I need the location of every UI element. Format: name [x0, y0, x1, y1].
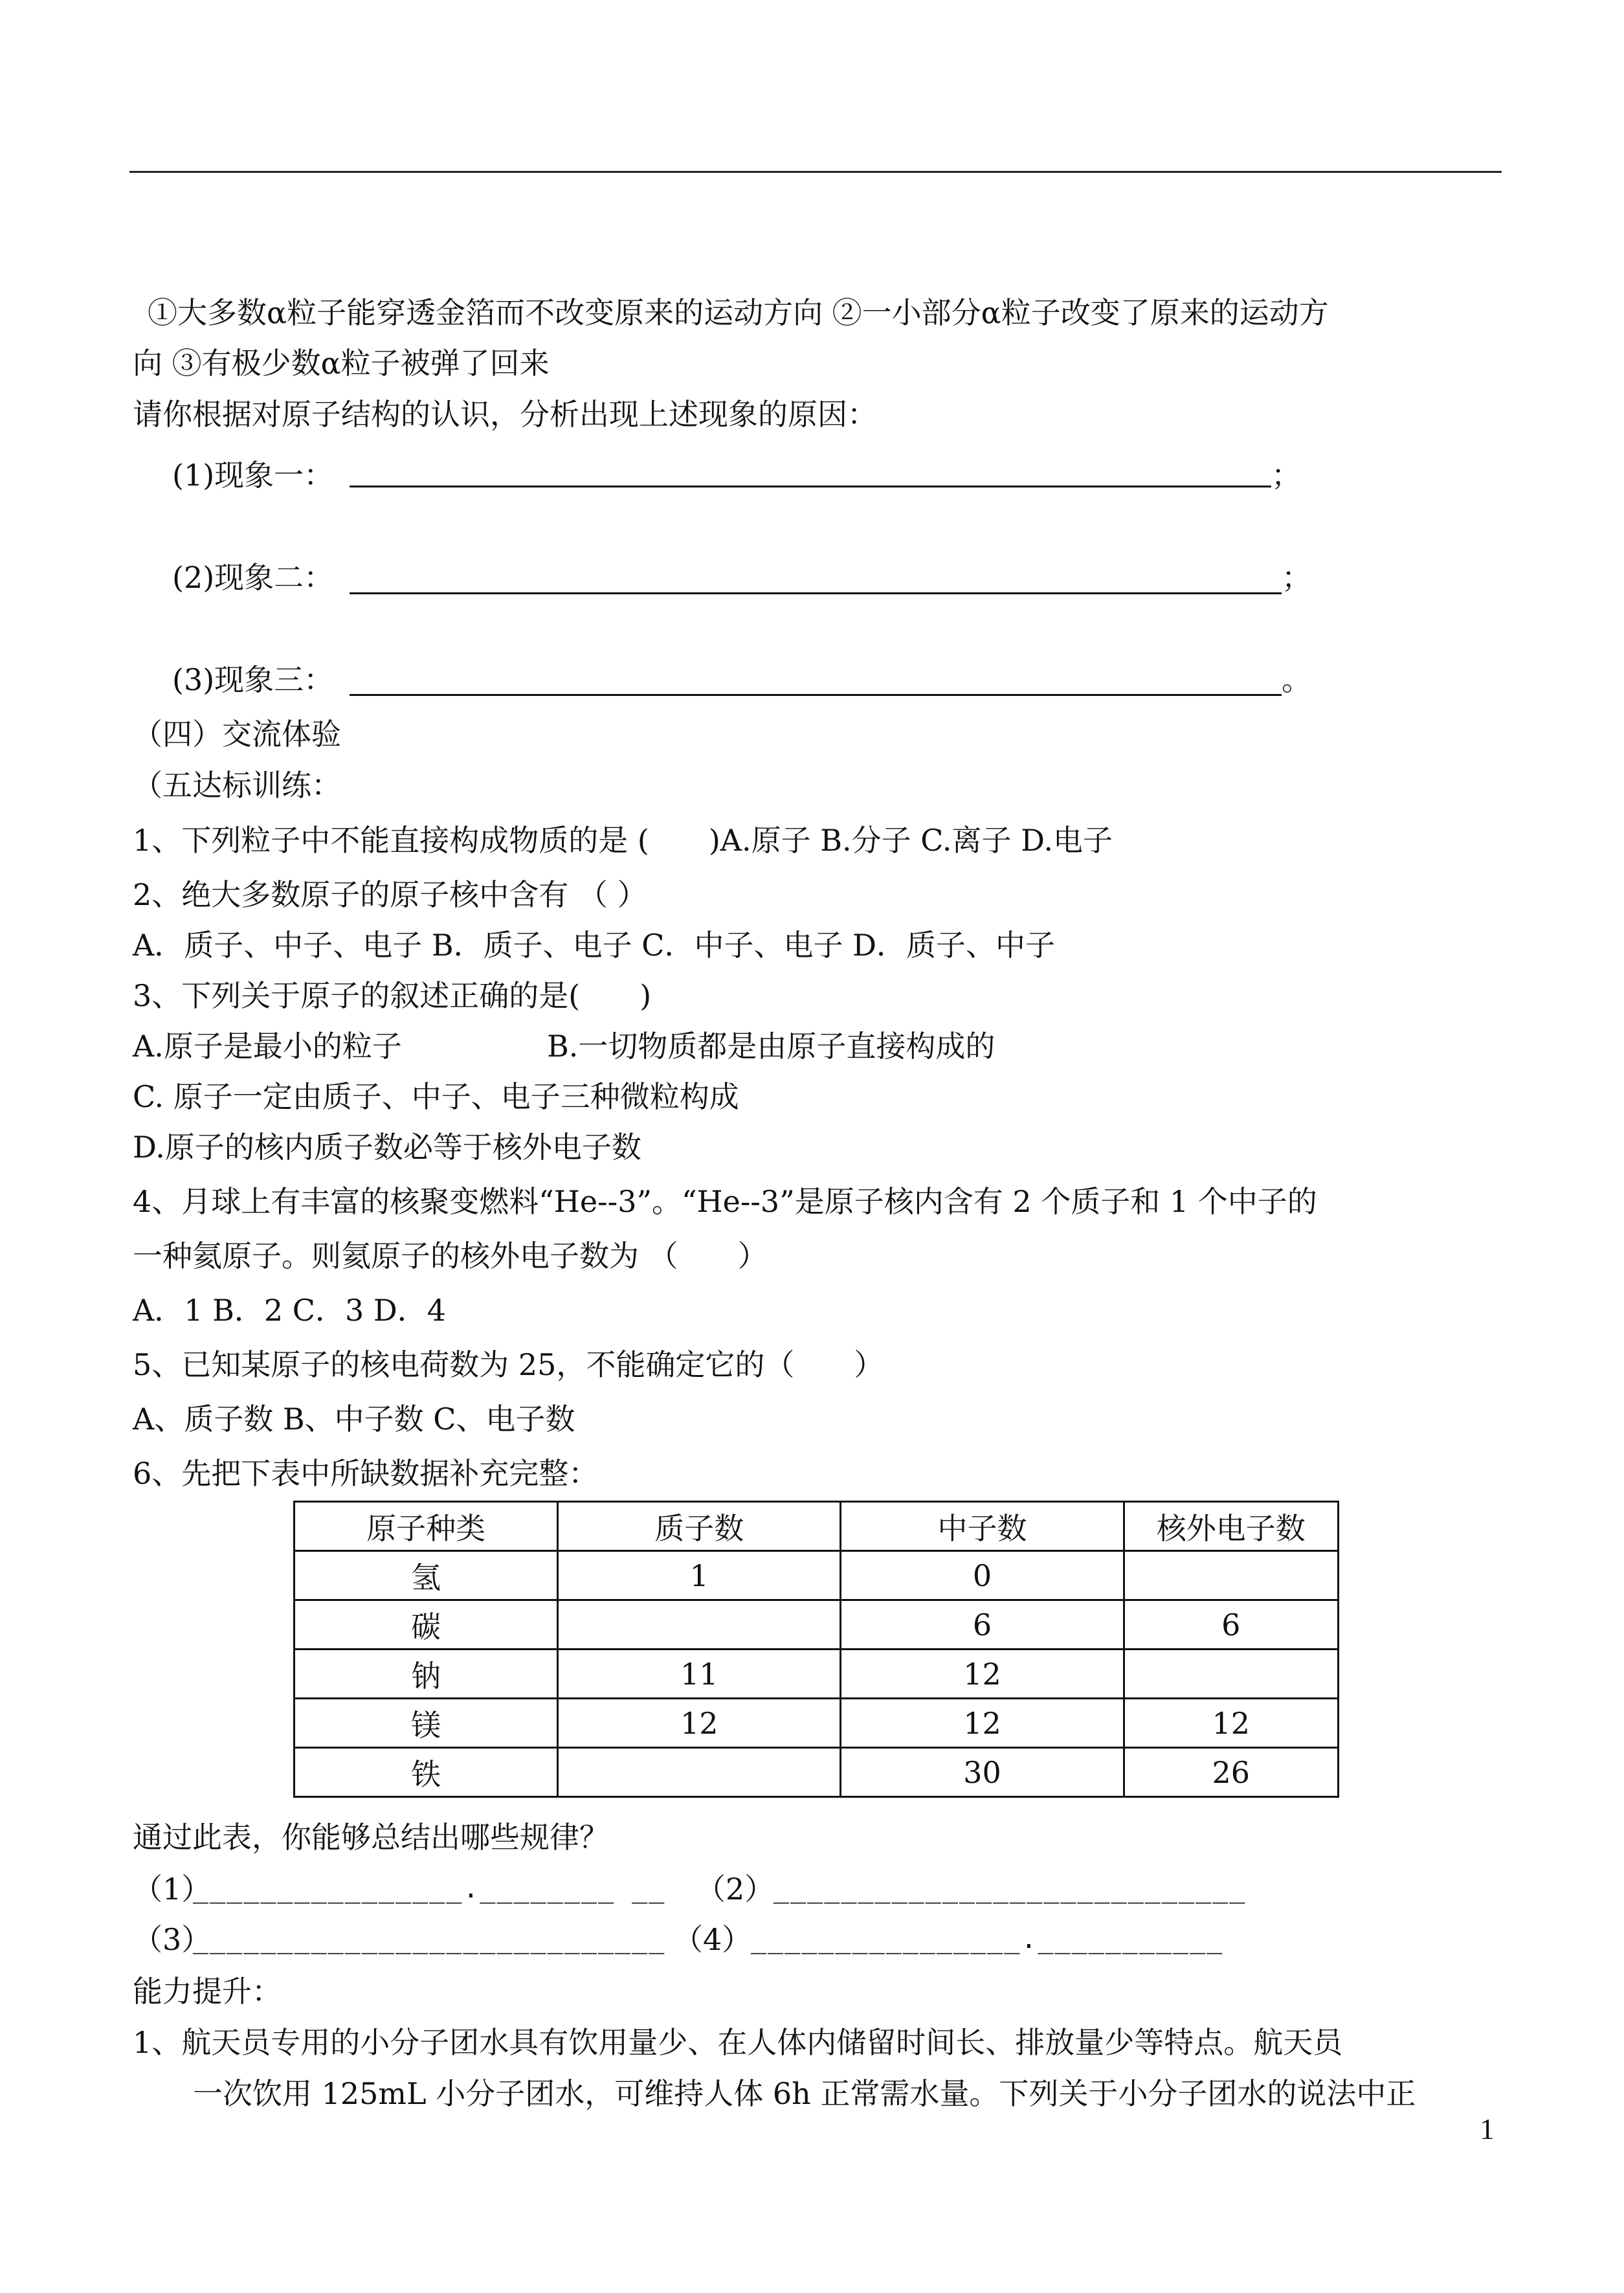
- table-cell: 铁: [295, 1748, 558, 1797]
- question-4-line-1: 4、月球上有丰富的核聚变燃料“He--3”。“He--3”是原子核内含有 2 个质子和 1 个中子的: [133, 1184, 1317, 1219]
- atom-data-table: [293, 1501, 1339, 1798]
- phenomenon-2-label: (2)现象二：: [172, 560, 334, 595]
- table-row: [295, 1699, 1339, 1748]
- rule-1-blank[interactable]: ________________.________ __: [193, 1874, 666, 1904]
- rule-2-label: （2）: [696, 1872, 775, 1907]
- phenomenon-2-answer-line[interactable]: [350, 592, 1282, 594]
- table-cell[interactable]: 12: [558, 1699, 841, 1748]
- header-rule: [129, 171, 1502, 173]
- table-header-cell: 质子数: [558, 1502, 841, 1551]
- table-cell: 钠: [295, 1650, 558, 1699]
- table-cell[interactable]: 26: [1124, 1748, 1338, 1797]
- ability-heading: 能力提升：: [133, 1974, 282, 2009]
- table-cell[interactable]: [1124, 1650, 1338, 1699]
- table-cell[interactable]: 30: [841, 1748, 1124, 1797]
- question-3-stem: 3、下列关于原子的叙述正确的是( ): [133, 978, 652, 1013]
- analysis-prompt: 请你根据对原子结构的认识，分析出现上述现象的原因：: [133, 397, 877, 432]
- table-cell: 镁: [295, 1699, 558, 1748]
- table-header-cell: 原子种类: [295, 1502, 558, 1551]
- summary-prompt: 通过此表，你能够总结出哪些规律？: [133, 1820, 609, 1855]
- question-5-options: A、质子数 B、中子数 C、电子数: [133, 1402, 575, 1437]
- table-cell[interactable]: 12: [841, 1699, 1124, 1748]
- table-row: [295, 1551, 1339, 1600]
- ability-question-1-line-1: 1、航天员专用的小分子团水具有饮用量少、在人体内储留时间长、排放量少等特点。航天员: [133, 2025, 1343, 2060]
- phenomenon-3-answer-line[interactable]: [350, 694, 1282, 696]
- table-header-cell: 中子数: [841, 1502, 1124, 1551]
- phenomenon-2-end: ；: [1282, 560, 1311, 595]
- question-3-option-b: B.一切物质都是由原子直接构成的: [547, 1029, 996, 1064]
- question-2-options: A．质子、中子、电子 B．质子、电子 C．中子、电子 D．质子、中子: [133, 928, 1055, 963]
- rule-4-label: （4）: [673, 1922, 752, 1957]
- question-5-stem: 5、已知某原子的核电荷数为 25，不能确定它的（ ）: [133, 1347, 884, 1382]
- table-cell[interactable]: 6: [1124, 1600, 1338, 1650]
- question-4-options: A．1 B．2 C．3 D．4: [133, 1293, 447, 1328]
- table-cell[interactable]: [1124, 1551, 1338, 1600]
- table-row: [295, 1748, 1339, 1797]
- table-cell[interactable]: 6: [841, 1600, 1124, 1650]
- rule-4-blank[interactable]: ________________.___________: [751, 1925, 1224, 1954]
- rule-2-blank[interactable]: ____________________________: [773, 1874, 1247, 1904]
- question-3-option-d: D.原子的核内质子数必等于核外电子数: [133, 1130, 641, 1165]
- phenomenon-3-end: 。: [1282, 662, 1311, 697]
- table-row: [295, 1650, 1339, 1699]
- phenomenon-3-label: (3)现象三：: [172, 662, 334, 697]
- question-3-option-c: C. 原子一定由质子、中子、电子三种微粒构成: [133, 1079, 739, 1114]
- question-6-stem: 6、先把下表中所缺数据补充完整：: [133, 1456, 599, 1491]
- table-header-row: [295, 1502, 1339, 1551]
- table-cell[interactable]: 12: [1124, 1699, 1338, 1748]
- rule-1-label: （1）: [133, 1872, 212, 1907]
- table-cell[interactable]: 0: [841, 1551, 1124, 1600]
- table-cell[interactable]: [558, 1748, 841, 1797]
- phenomenon-1-end: ；: [1271, 458, 1301, 493]
- observation-line-1: ①大多数α粒子能穿透金箔而不改变原来的运动方向 ②一小部分α粒子改变了原来的运动方: [148, 295, 1329, 330]
- rule-3-blank[interactable]: ____________________________: [193, 1925, 666, 1954]
- section-4-heading: （四）交流体验: [133, 717, 341, 752]
- section-5-heading: （五达标训练：: [133, 768, 341, 803]
- table-cell[interactable]: 12: [841, 1650, 1124, 1699]
- table-cell[interactable]: [558, 1600, 841, 1650]
- page-number: 1: [1480, 2112, 1495, 2145]
- ability-question-1-line-2: 一次饮用 125mL 小分子团水，可维持人体 6h 正常需水量。下列关于小分子团水的说法中正: [193, 2076, 1416, 2111]
- table-header-cell: 核外电子数: [1124, 1502, 1338, 1551]
- question-1: 1、下列粒子中不能直接构成物质的是 ( )A.原子 B.分子 C.离子 D.电子: [133, 823, 1113, 858]
- table-cell: 碳: [295, 1600, 558, 1650]
- table-cell: 氢: [295, 1551, 558, 1600]
- rule-3-label: （3）: [133, 1922, 212, 1957]
- table-cell[interactable]: 11: [558, 1650, 841, 1699]
- phenomenon-1-label: (1)现象一：: [172, 458, 334, 493]
- question-3-option-a: A.原子是最小的粒子: [133, 1029, 402, 1064]
- question-4-line-2: 一种氦原子。则氦原子的核外电子数为 （ ）: [133, 1238, 768, 1273]
- table-row: [295, 1600, 1339, 1650]
- phenomenon-1-answer-line[interactable]: [350, 486, 1271, 487]
- observation-line-2: 向 ③有极少数α粒子被弹了回来: [133, 346, 550, 381]
- table-cell[interactable]: 1: [558, 1551, 841, 1600]
- question-2-stem: 2、绝大多数原子的原子核中含有 （ ）: [133, 877, 647, 912]
